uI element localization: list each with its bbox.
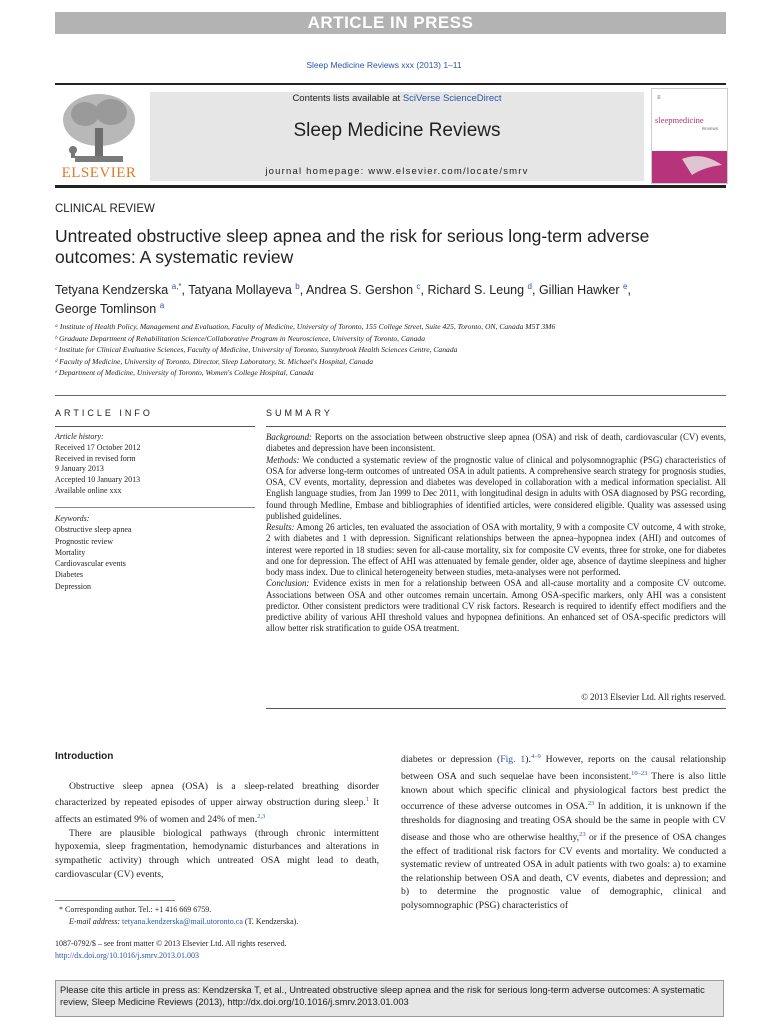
affiliations (55, 321, 735, 379)
intro-text: In addition, it is unknown if the thresholds for diagnosing and treating OSA should be the same in people with CV disease and those who are otherwise healthy, (401, 801, 726, 843)
summary-heading: SUMMARY (266, 408, 333, 418)
history-item: Accepted 10 January 2013 (55, 475, 141, 485)
abstract-methods-label: Methods: (266, 454, 300, 465)
journal-cover-thumbnail (651, 88, 728, 184)
history-item: Received 17 October 2012 (55, 442, 141, 452)
citation-box: Please cite this article in press as: Kendzerska T, et al., Untreated obstructive sleep apnea and the risk for serious long-term adverse outcomes: A systematic review, Sleep Medicine Reviews (2013), http://dx.doi.org/10.1016/j.smrv.2013.01.003 (55, 980, 724, 1017)
affiliation-item: ᵈ Faculty of Medicine, University of Toronto, Director, Sleep Laboratory, St. Michael's Hospital, Canada (55, 356, 374, 366)
copyright-notice: © 2013 Elsevier Ltd. All rights reserved. (581, 692, 726, 702)
intro-paragraph-2: There are plausible biological pathways (through chronic intermittent hypoxemia, sleep fragmentation, hemodynamic disturbances and alterations in sympathetic activity) through which untreated OSA might lead to death, cardiovascular (CV) events, (55, 827, 379, 880)
citation-link[interactable]: 4–9 (530, 753, 541, 760)
affiliation-item: ᵇ Graduate Department of Rehabilitation Science/Collaborative Program in Neuroscience, University of Toronto, Canada (55, 333, 426, 343)
intro-text: ). (525, 754, 531, 766)
keyword-item: Mortality (55, 547, 86, 557)
doi-link[interactable]: http://dx.doi.org/10.1016/j.smrv.2013.01.003 (55, 950, 200, 960)
email-suffix: (T. Kendzerska). (242, 916, 299, 926)
author-affiliation-marker[interactable]: a,* (171, 282, 182, 291)
affiliations-divider (55, 395, 726, 396)
corresponding-author-line: * Corresponding author. Tel.: +1 416 669 6759. (59, 905, 212, 914)
author-list: Tetyana Kendzerska $^{a,*}$, Tatyana Mollayeva $^b$, Andrea S. Gershon $^c$, Richard S. Leung $^d$, Gillian Hawker $^e$, George Tomlinson $^a$ (55, 282, 631, 317)
history-item: Available online xxx (55, 485, 122, 495)
elsevier-wordmark: ELSEVIER (61, 165, 137, 181)
issn-block (55, 938, 395, 961)
keywords-divider (55, 507, 255, 508)
abstract-results-label: Results: (266, 522, 295, 532)
summary-bottom-rule (266, 708, 726, 709)
author-name[interactable]: Gillian Hawker (538, 283, 620, 298)
contents-lists (150, 93, 644, 104)
intro-text: diabetes or depression ( (401, 754, 501, 766)
intro-paragraph-1 (55, 780, 379, 827)
author-name[interactable]: Tatyana Mollayeva (188, 283, 292, 298)
footnote-rule (55, 900, 175, 901)
abstract-results-text: Among 26 articles, ten evaluated the association of OSA with mortality, 9 with a composite CV outcome, 4 with stroke, 2 with diabetes and 1 with depression. Significant relationships between the apnea–hypopnea index (AHI) and outcomes of interest were reported in 18 studies: seven for all-cause mortality, six for composite CV events, three for stroke, one for diabetes and one for depression. The effect of AHI was attenuated by female gender, older age, absence of daytime sleepiness and higher body mass index. Due to clinical heterogeneity between studies, meta-analyses were not performed. (266, 522, 726, 577)
citation-link[interactable]: 23 (587, 800, 595, 808)
body-column-right (401, 750, 726, 912)
svg-text:≡: ≡ (657, 95, 661, 101)
author-affiliation-marker[interactable]: d (527, 282, 532, 291)
abstract-conclusion (266, 578, 726, 634)
keywords-label: Keywords: (55, 514, 90, 523)
keyword-item: Depression (55, 581, 91, 591)
author-affiliation-marker[interactable]: b (295, 282, 300, 291)
abstract-methods (266, 455, 726, 523)
affiliation-item: ᵃ Institute of Health Policy, Management and Evaluation, Faculty of Medicine, University of Toronto, 155 College Street, Suite 425, Toronto, ON, Canada M5T 3M6 (55, 322, 556, 331)
body-column-left (55, 750, 379, 881)
introduction-heading: Introduction (55, 751, 114, 762)
author-name[interactable]: Tetyana Kendzerska (55, 283, 169, 298)
figure-link[interactable]: Fig. 1 (500, 754, 526, 766)
header-rule-top (55, 83, 726, 85)
intro-text: Obstructive sleep apnea (OSA) is a sleep-related breathing disorder characterized by repeated episodes of upper airway obstruction during sleep. (55, 780, 379, 809)
abstract-background (266, 432, 726, 455)
citation-link[interactable]: 1 (365, 796, 370, 804)
email-line (55, 916, 395, 928)
author-affiliation-marker[interactable]: e (623, 282, 628, 291)
contents-prefix: Contents lists available at (292, 93, 403, 104)
intro-text: There is also little known about which specific clinical and physiological factors best predict the occurrence of these adverse outcomes in OSA. (401, 771, 726, 813)
keyword-item: Diabetes (55, 570, 83, 580)
author-name[interactable]: Richard S. Leung (427, 283, 525, 298)
intro-text: It affects an estimated 9% of women and 24% of men. (55, 797, 379, 826)
article-history (55, 432, 255, 497)
author-affiliation-marker[interactable]: a (159, 301, 165, 311)
keyword-item: Obstructive sleep apnea (55, 525, 132, 535)
intro-text: However, reports on the causal relationship between OSA and such sequelae have been inconsistent. (401, 754, 726, 783)
author-name[interactable]: George Tomlinson (55, 302, 157, 317)
abstract-methods-text: We conducted a systematic review of the prognostic value of clinical and polysomnographic (PSG) characteristics of OSA for adverse long-term outcomes of untreated OSA in adult patients. A comprehensive search strategy for prognosis studies, OSA, CV events, mortality, depression and diabetes was developed in collaboration with a medical information specialist. All English language studies, from Jan 1999 to Dec 2011, with longitudinal design in adults with OSA diagnosed by PSG recording, found through Medline, Embase and bibliographies of identified articles, were considered eligible. Quality was assessed using published guidelines. (266, 454, 726, 521)
email-label: E-mail address: (69, 916, 121, 926)
citation-link[interactable]: 2,3 (257, 813, 266, 821)
article-info-heading: ARTICLE INFO (55, 408, 153, 418)
abstract-background-label: Background: (266, 432, 313, 442)
author-affiliation-marker[interactable]: c (416, 282, 421, 291)
issn-line: 1087-0792/$ – see front matter © 2013 Elsevier Ltd. All rights reserved. (55, 939, 287, 948)
cover-title-text: sleepmedicine (655, 115, 704, 125)
keywords (55, 513, 255, 592)
citation-link[interactable]: 23 (579, 830, 586, 838)
history-item: 9 January 2013 (55, 464, 104, 474)
journal-title: Sleep Medicine Reviews (293, 120, 501, 141)
intro-text: or if the presence of OSA changes the effect of traditional risk factors for CV events and mortality. We conducted a systematic review of untreated OSA in adult patients with two goals: a) to examine the relationship between OSA and death, CV events, diabetes and depression; and b) to determine the prognostic value of demographic, clinical and polysomnographic (PSG) characteristics of (401, 831, 726, 911)
author-email-link[interactable]: tetyana.kendzerska@mail.utoronto.ca (122, 916, 243, 926)
journal-reference-link[interactable]: Sleep Medicine Reviews xxx (2013) 1–11 (306, 60, 462, 70)
keyword-item: Prognostic review (55, 536, 113, 546)
author-name[interactable]: Andrea S. Gershon (306, 283, 414, 298)
affiliation-item: ᶜ Institute for Clinical Evaluative Sciences, Faculty of Medicine, University of Toronto, Sunnybrook Health Sciences Centre, Canada (55, 345, 458, 355)
history-item: Received in revised form (55, 453, 136, 463)
journal-homepage[interactable]: journal homepage: www.elsevier.com/locate/smrv (265, 166, 529, 177)
abstract-conclusion-text: Evidence exists in men for a relationship between OSA and all-cause mortality and a composite CV outcome. Associations between OSA and other outcomes remain uncertain. Among OSA-specific markers, only AHI was a consistent predictor. Other consistent predictors were traditional CV risk factors. Research is required to identify effect modifiers and the predictive ability of various AHI threshold values and hypopnea definitions. An enhanced set of OSA-specific predictors will allow better risk stratification to guide OSA treatment. (266, 578, 726, 634)
summary-rule (266, 426, 726, 427)
affiliation-item: ᵉ Department of Medicine, University of Toronto, Women's College Hospital, Canada (55, 368, 314, 378)
article-info-rule (55, 426, 255, 427)
abstract-conclusion-label: Conclusion: (266, 578, 310, 589)
corresponding-author-footnote (55, 904, 395, 927)
abstract-background-text: Reports on the association between obstructive sleep apnea (OSA) and risk of death, cardiovascular (CV) events, diabetes and depression have been inconsistent. (266, 432, 726, 454)
article-title: Untreated obstructive sleep apnea and the risk for serious long-term adverse outcomes: A systematic review (55, 226, 650, 267)
abstract-results (266, 522, 726, 578)
sciencedirect-link[interactable]: SciVerse ScienceDirect (402, 93, 502, 104)
history-label: Article history: (55, 432, 104, 441)
intro-paragraph-continued (401, 750, 726, 912)
abstract (266, 432, 726, 635)
keyword-item: Cardiovascular events (55, 559, 126, 569)
cover-subtitle-text: REVIEWS (702, 127, 719, 131)
article-type-label: CLINICAL REVIEW (55, 203, 155, 215)
article-in-press-banner: ARTICLE IN PRESS (55, 12, 726, 34)
citation-link[interactable]: 10–23 (631, 769, 648, 777)
header-rule-bottom (55, 185, 726, 188)
